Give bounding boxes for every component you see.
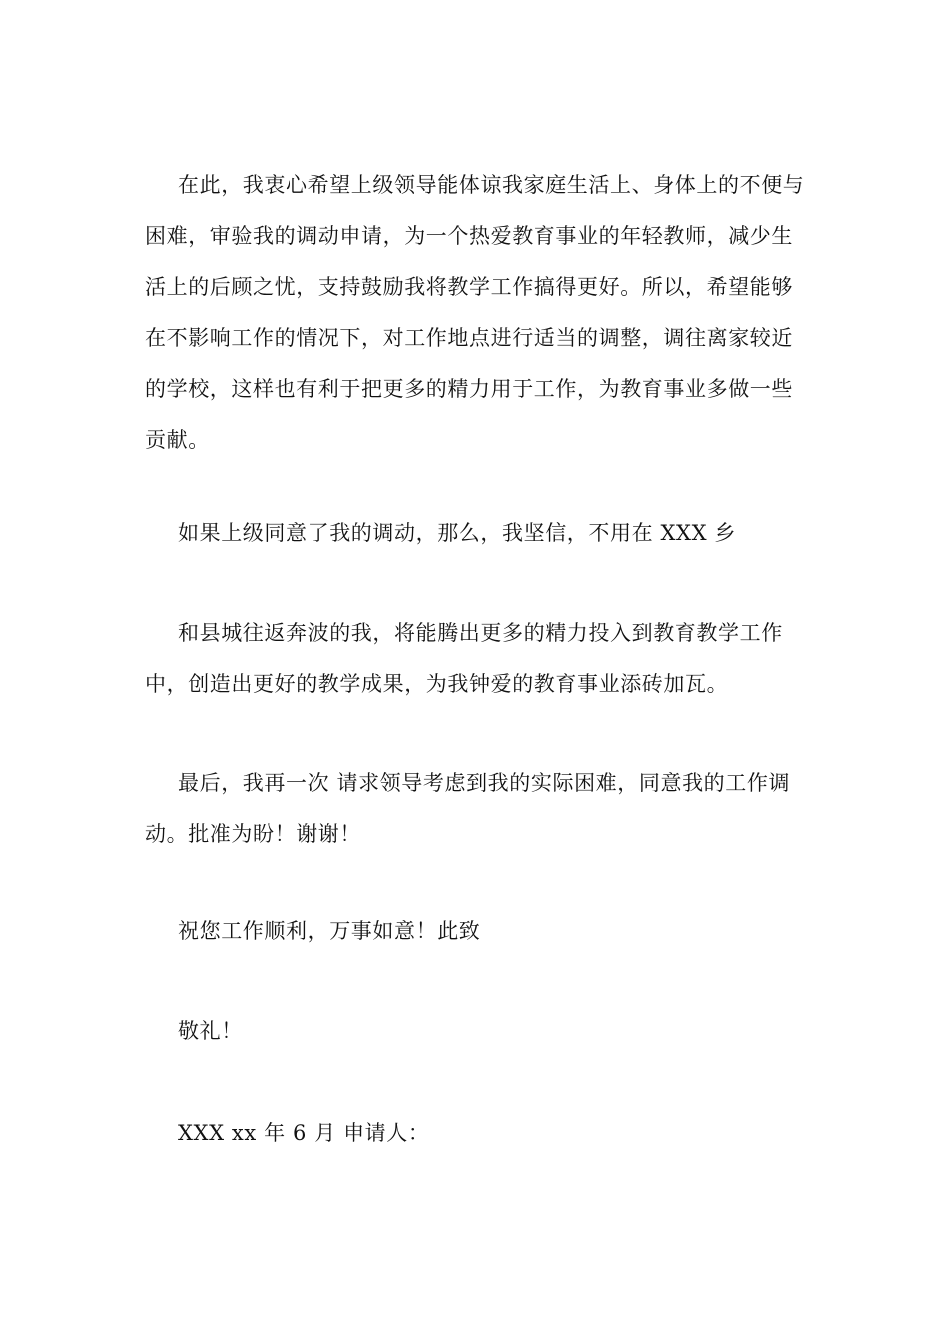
paragraph-request-reason: 在此，我衷心希望上级领导能体谅我家庭生活上、身体上的不便与困难，审验我的调动申请，为一个热爱教育事业的年轻教师，减少生活上的后顾之忧，支持鼓励我将教学工作搞得更好。所以，希望能够在不影响工作的情况下，对工作地点进行适当的调整，调往离家较近的学校，这样也有利于把更多的精力用于工作，为教育事业多做一些贡献。 [145,173,805,452]
paragraph-signature-date: XXX xx 年 6 月 申请人： [178,1121,430,1145]
paragraph-closing-wish: 祝您工作顺利，万事如意！此致 [178,919,481,943]
paragraph-if-approved: 如果上级同意了我的调动，那么，我坚信，不用在 XXX 乡 [178,521,736,545]
paragraph-final-request: 最后，我再一次 请求领导考虑到我的实际困难，同意我的工作调动。批准为盼！谢谢！ [145,771,791,846]
paragraph-commute-benefit: 和县城往返奔波的我，将能腾出更多的精力投入到教育教学工作中，创造出更好的教学成果，为我钟爱的教育事业添砖加瓦。 [145,621,783,696]
paragraph-salutation: 敬礼！ [178,1019,243,1043]
